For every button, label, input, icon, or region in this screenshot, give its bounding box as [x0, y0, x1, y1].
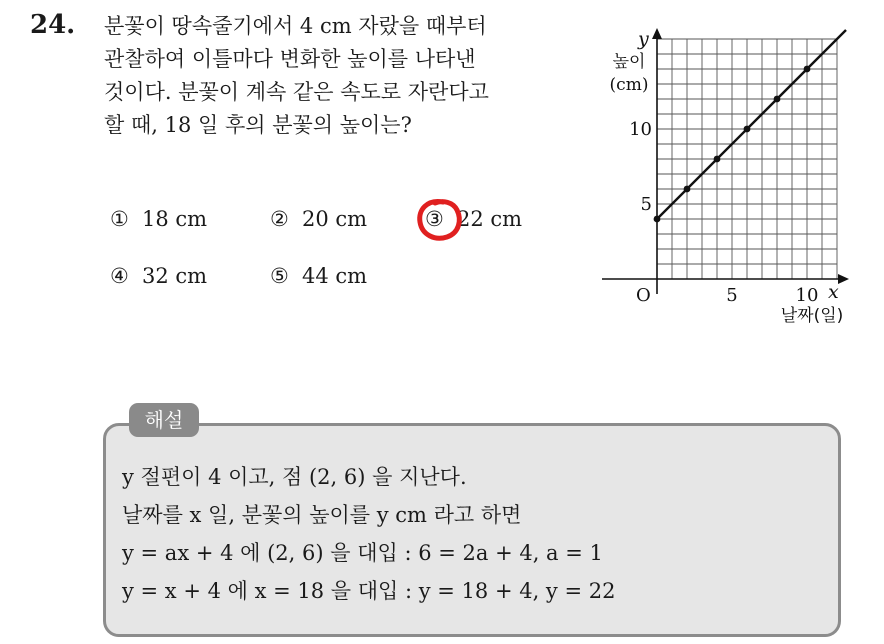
x-axis-label: 날짜(일) [780, 306, 844, 326]
y-axis-label-line2: (cm) [609, 75, 649, 95]
answer-circle-mark [413, 196, 465, 244]
choice-marker: ⑤ [270, 264, 289, 288]
solution-line: y = x + 4 에 x = 18 을 대입 : y = 18 + 4, y = 22 [122, 579, 616, 603]
choice-text: 20 cm [302, 207, 368, 231]
data-point [714, 156, 721, 163]
data-point [744, 126, 751, 133]
choice-marker: ④ [110, 264, 129, 288]
choice-marker: ③ [425, 207, 444, 231]
choice-1[interactable] [110, 207, 207, 231]
x-axis-arrow [838, 274, 849, 284]
y-axis-arrow [652, 28, 662, 39]
data-point [774, 96, 781, 103]
solution-line: 날짜를 x 일, 분꽃의 높이를 y cm 라고 하면 [122, 503, 522, 527]
question-text [104, 10, 594, 142]
choice-4[interactable] [110, 264, 207, 288]
question-line: 것이다. 분꽃이 계속 같은 속도로 자란다고 [104, 80, 489, 104]
question-number: 24. [30, 10, 76, 40]
y-axis-label-line1: 높이 [612, 52, 646, 72]
choice-marker: ① [110, 207, 129, 231]
data-point [804, 66, 811, 73]
solution-line: y 절편이 4 이고, 점 (2, 6) 을 지난다. [122, 465, 467, 489]
height-graph [602, 22, 852, 330]
data-point [654, 216, 661, 223]
grid [629, 39, 837, 306]
question-line: 할 때, 18 일 후의 분꽃의 높이는? [104, 113, 412, 137]
solution-tag: 해설 [129, 403, 199, 437]
choice-text: 18 cm [142, 207, 208, 231]
y-tick-label: 10 [629, 119, 652, 140]
solution-text [122, 458, 615, 610]
y-tick-label: 5 [640, 194, 652, 215]
origin-label: O [636, 285, 651, 306]
solution-line: y = ax + 4 에 (2, 6) 을 대입 : 6 = 2a + 4, a = 1 [122, 541, 603, 565]
question-line: 관찰하여 이틀마다 변화한 높이를 나타낸 [104, 47, 476, 71]
question-line: 분꽃이 땅속줄기에서 4 cm 자랐을 때부터 [104, 14, 487, 38]
choice-5[interactable] [270, 264, 367, 288]
y-axis-symbol: y [638, 28, 649, 50]
choice-text: 44 cm [302, 264, 368, 288]
data-point [684, 186, 691, 193]
x-tick-label: 10 [795, 285, 819, 306]
choice-marker: ② [270, 207, 289, 231]
data-series [654, 30, 846, 222]
choice-text: 32 cm [142, 264, 208, 288]
x-axis-symbol: x [828, 281, 839, 303]
choice-text: 22 cm [457, 207, 523, 231]
choice-2[interactable] [270, 207, 367, 231]
x-tick-label: 5 [726, 285, 738, 306]
